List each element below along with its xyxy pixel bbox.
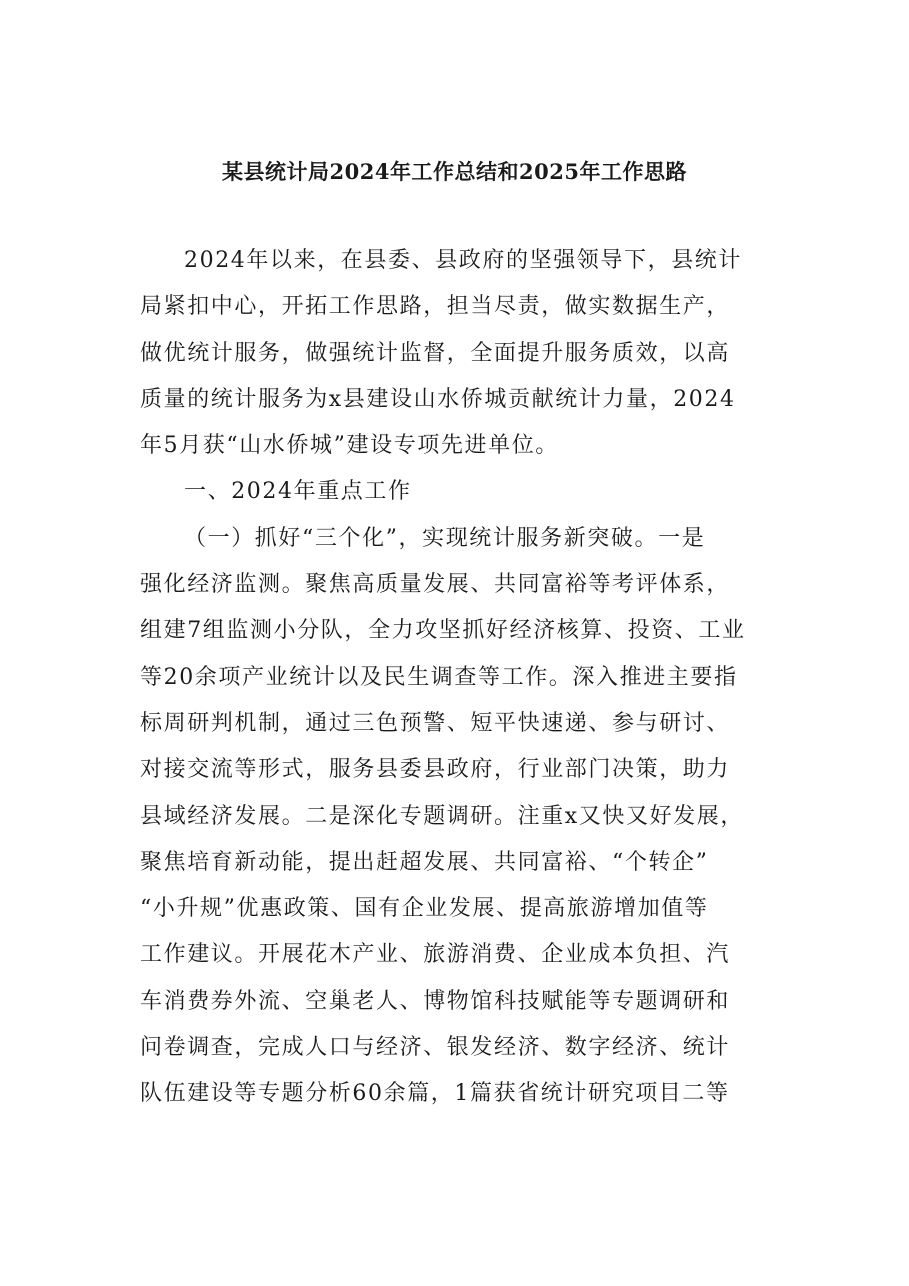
body-line-11: 标周研判机制，通过三色预警、短平快速递、参与研讨、 — [140, 710, 731, 736]
document-title: 某县统计局2024年工作总结和2025年工作思路 — [222, 159, 687, 184]
section-heading-1: 一、2024年重点工作 — [184, 479, 412, 505]
body-line-19: 队伍建设等专题分析60余篇，1篇获省统计研究项目二等 — [140, 1081, 730, 1107]
body-line-13: 县域经济发展。二是深化专题调研。注重x又快又好发展， — [140, 803, 745, 829]
body-line-15: “小升规”优惠政策、国有企业发展、提高旅游增加值等 — [140, 896, 709, 922]
body-line-10: 等20余项产业统计以及民生调查等工作。深入推进主要指 — [140, 664, 738, 690]
body-line-3: 做优统计服务，做强统计监督，全面提升服务质效，以高 — [140, 340, 731, 366]
body-line-17: 车消费券外流、空巢老人、博物馆科技赋能等专题调研和 — [140, 988, 731, 1014]
body-line-14: 聚焦培育新动能，提出赶超发展、共同富裕、“个转企” — [140, 849, 709, 875]
body-line-5: 年5月获“山水侨城”建设专项先进单位。 — [140, 433, 559, 459]
body-line-2: 局紧扣中心，开拓工作思路，担当尽责，做实数据生产， — [140, 294, 731, 320]
body-line-7: （一）抓好“三个化”，实现统计服务新突破。一是 — [184, 525, 706, 551]
body-line-8: 强化经济监测。聚焦高质量发展、共同富裕等考评体系， — [140, 572, 731, 598]
body-line-4: 质量的统计服务为x县建设山水侨城贡献统计力量，2024 — [140, 386, 736, 412]
body-line-9: 组建7组监测小分队，全力攻坚抓好经济核算、投资、工业 — [140, 618, 746, 644]
body-line-16: 工作建议。开展花木产业、旅游消费、企业成本负担、汽 — [140, 942, 731, 968]
body-line-18: 问卷调查，完成人口与经济、银发经济、数字经济、统计 — [140, 1035, 731, 1061]
body-line-1: 2024年以来，在县委、县政府的坚强领导下，县统计 — [184, 248, 742, 273]
document-body — [140, 238, 772, 1118]
body-line-12: 对接交流等形式，服务县委县政府，行业部门决策，助力 — [140, 757, 731, 783]
